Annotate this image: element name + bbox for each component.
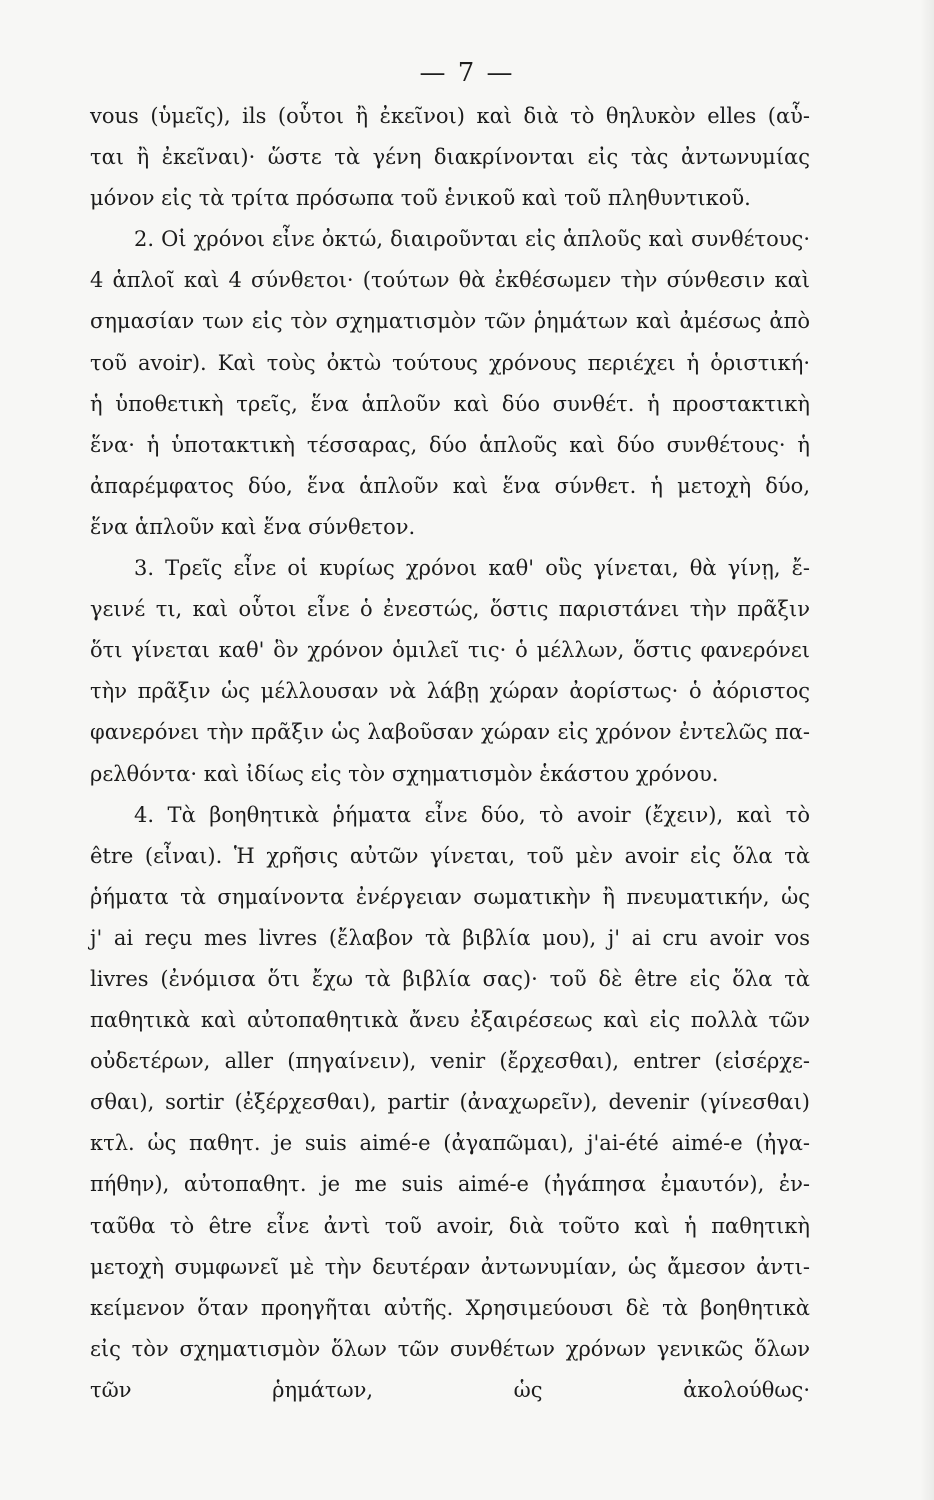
text-line: κείμενον ὅταν προηγῆται αὐτῆς. Χρησιμεύουσι δὲ τὰ βοηθητικὰ (90, 1295, 810, 1320)
text-line: ται ἢ ἐκεῖναι)· ὥστε τὰ γένη διακρίνονται εἰς τὰς ἀντωνυμίας (90, 145, 810, 170)
text-line: livres (ἐνόμισα ὅτι ἔχω τὰ βιβλία σας)· τοῦ δὲ être εἰς ὅλα τὰ (90, 966, 810, 991)
text-line: 4 ἁπλοῖ καὶ 4 σύνθετοι· (τούτων θὰ ἐκθέσωμεν τὴν σύνθεσιν καὶ (90, 268, 810, 293)
text-line: οὐδετέρων, aller (πηγαίνειν), venir (ἔρχεσθαι), entrer (εἰσέρχε- (90, 1049, 810, 1074)
text-line: σθαι), sortir (ἐξέρχεσθαι), partir (ἀναχωρεῖν), devenir (γίνεσθαι) (90, 1090, 810, 1115)
text-line: ἀπαρέμφατος δύο, ἕνα ἁπλοῦν καὶ ἕνα σύνθετ. ἡ μετοχὴ δύο, (90, 473, 810, 498)
page-edge-shadow (920, 0, 934, 1500)
body-text (90, 96, 810, 1452)
paragraph-start-line: 4. Τὰ βοηθητικὰ ῥήματα εἶνε δύο, τὸ avoir (ἔχειν), καὶ τὸ (134, 802, 810, 827)
text-line: φανερόνει τὴν πρᾶξιν ὡς λαβοῦσαν χώραν εἰς χρόνον ἐντελῶς πα- (90, 720, 810, 745)
text-line: σημασίαν των εἰς τὸν σχηματισμὸν τῶν ῥημάτων καὶ ἀμέσως ἀπὸ (90, 309, 810, 334)
text-line (90, 1411, 810, 1452)
text-line: être (εἶναι). Ἡ χρῆσις αὐτῶν γίνεται, τοῦ μὲν avoir εἰς ὅλα τὰ (90, 843, 810, 868)
text-line: εἰς τὸν σχηματισμὸν ὅλων τῶν συνθέτων χρόνων γενικῶς ὅλων (90, 1336, 810, 1361)
text-line: ἕνα ἁπλοῦν καὶ ἕνα σύνθετον. (90, 514, 416, 539)
text-line: μόνον εἰς τὰ τρίτα πρόσωπα τοῦ ἑνικοῦ καὶ τοῦ πληθυντικοῦ. (90, 186, 751, 211)
paragraph-start-line: 3. Τρεῖς εἶνε οἱ κυρίως χρόνοι καθ' οὓς γίνεται, θὰ γίνῃ, ἔ- (134, 556, 810, 581)
text-line: κτλ. ὡς παθητ. je suis aimé-e (ἀγαπῶμαι), j'ai-été aimé-e (ἠγα- (90, 1131, 810, 1156)
text-line: τοῦ avoir). Καὶ τοὺς ὀκτὼ τούτους χρόνους περιέχει ἡ ὁριστική· (90, 350, 810, 375)
text-line: ταῦθα τὸ être εἶνε ἀντὶ τοῦ avoir, διὰ τοῦτο καὶ ἡ παθητικὴ (90, 1213, 810, 1238)
text-line: τὴν πρᾶξιν ὡς μέλλουσαν νὰ λάβῃ χώραν ἀορίστως· ὁ ἀόριστος (90, 679, 810, 704)
text-line: ἕνα· ἡ ὑποτακτικὴ τέσσαρας, δύο ἁπλοῦς καὶ δύο συνθέτους· ἡ (90, 432, 810, 457)
text-line: τῶν ῥημάτων, ὡς ἀκολούθως· (90, 1377, 810, 1402)
text-line: παθητικὰ καὶ αὐτοπαθητικὰ ἄνευ ἐξαιρέσεως καὶ εἰς πολλὰ τῶν (90, 1008, 810, 1033)
text-line: ῥήματα τὰ σημαίνοντα ἐνέργειαν σωματικὴν ἢ πνευματικήν, ὡς (90, 884, 810, 909)
text-line: πήθην), αὐτοπαθητ. je me suis aimé-e (ἠγάπησα ἐμαυτόν), ἐν- (90, 1172, 810, 1197)
text-line: γεινέ τι, καὶ οὗτοι εἶνε ὁ ἐνεστώς, ὅστις παριστάνει τὴν πρᾶξιν (90, 597, 810, 622)
page-number: — 7 — (419, 58, 515, 88)
text-line: ὅτι γίνεται καθ' ὃν χρόνον ὁμιλεῖ τις· ὁ μέλλων, ὅστις φανερόνει (90, 638, 810, 663)
text-line: ρελθόντα· καὶ ἰδίως εἰς τὸν σχηματισμὸν ἑκάστου χρόνου. (90, 761, 719, 786)
paragraph-start-line: 2. Οἱ χρόνοι εἶνε ὀκτώ, διαιροῦνται εἰς ἁπλοῦς καὶ συνθέτους· (134, 227, 810, 252)
text-line: μετοχὴ συμφωνεῖ μὲ τὴν δευτέραν ἀντωνυμίαν, ὡς ἄμεσον ἀντι- (90, 1254, 810, 1279)
text-line: vous (ὑμεῖς), ils (οὗτοι ἢ ἐκεῖνοι) καὶ διὰ τὸ θηλυκὸν elles (αὗ- (90, 104, 810, 128)
text-line: ἡ ὑποθετικὴ τρεῖς, ἕνα ἁπλοῦν καὶ δύο συνθέτ. ἡ προστακτικὴ (90, 391, 810, 416)
text-line: j' ai reçu mes livres (ἔλαβον τὰ βιβλία μου), j' ai cru avoir vos (90, 925, 810, 950)
